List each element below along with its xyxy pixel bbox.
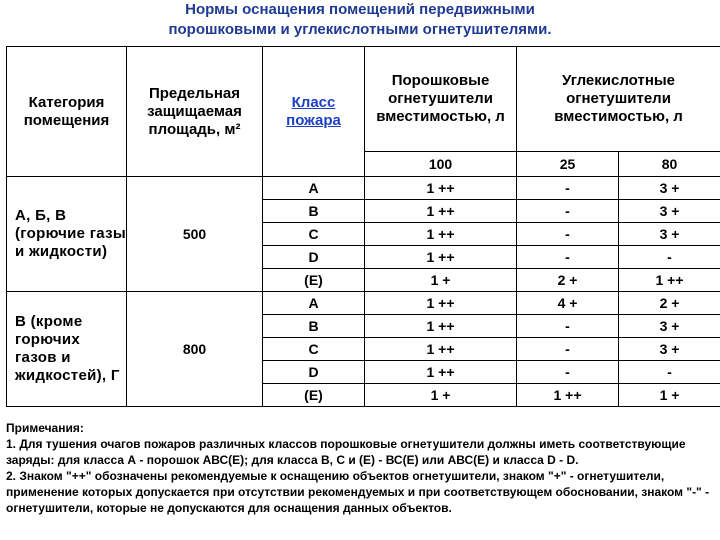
- class-cell: А: [263, 292, 365, 315]
- class-cell: (Е): [263, 384, 365, 407]
- capacity-powder-100: 100: [365, 152, 517, 177]
- co2-25-cell: -: [517, 315, 619, 338]
- class-cell: D: [263, 246, 365, 269]
- class-cell: А: [263, 177, 365, 200]
- co2-80-cell: 3 +: [619, 177, 720, 200]
- co2-25-cell: -: [517, 246, 619, 269]
- powder-100-cell: 1 +: [365, 269, 517, 292]
- header-category: Категория помещения: [7, 47, 127, 177]
- notes-block: [6, 420, 718, 516]
- co2-80-cell: 3 +: [619, 315, 720, 338]
- title-line-2: порошковыми и углекислотными огнетушителями.: [168, 21, 552, 38]
- class-cell: В: [263, 315, 365, 338]
- powder-100-cell: 1 ++: [365, 338, 517, 361]
- powder-100-cell: 1 ++: [365, 177, 517, 200]
- co2-25-cell: -: [517, 338, 619, 361]
- co2-80-cell: -: [619, 246, 720, 269]
- title-line-1: Нормы оснащения помещений передвижными: [185, 1, 535, 18]
- category-cell: А, Б, В (горючие газы и жидкости): [7, 177, 127, 292]
- co2-80-cell: -: [619, 361, 720, 384]
- class-cell: В: [263, 200, 365, 223]
- co2-25-cell: -: [517, 200, 619, 223]
- powder-100-cell: 1 ++: [365, 361, 517, 384]
- co2-80-cell: 3 +: [619, 200, 720, 223]
- header-fire-class[interactable]: [263, 47, 365, 177]
- powder-100-cell: 1 ++: [365, 223, 517, 246]
- class-cell: D: [263, 361, 365, 384]
- co2-80-cell: 3 +: [619, 338, 720, 361]
- capacity-co2-80: 80: [619, 152, 720, 177]
- fire-class-link[interactable]: Класс пожара: [286, 93, 341, 129]
- header-co2: Углекислотные огнетушители вместимостью, л: [517, 47, 720, 152]
- class-cell: С: [263, 223, 365, 246]
- powder-100-cell: 1 +: [365, 384, 517, 407]
- norms-table: [6, 46, 720, 407]
- capacity-co2-25: 25: [517, 152, 619, 177]
- co2-80-cell: 2 +: [619, 292, 720, 315]
- header-area: Предельная защищаемая площадь, м²: [127, 47, 263, 177]
- page-title: [0, 0, 720, 40]
- powder-100-cell: 1 ++: [365, 200, 517, 223]
- co2-25-cell: 2 +: [517, 269, 619, 292]
- class-cell: С: [263, 338, 365, 361]
- co2-80-cell: 1 ++: [619, 269, 720, 292]
- class-cell: (Е): [263, 269, 365, 292]
- note-2: 2. Знаком "++" обозначены рекомендуемые к оснащению объектов огнетушители, знаком "+" - огнетушители, применение которых допускается при отсутствии рекомендуемых и при соответствующем обосновании, знаком "-" - огнетушители, которые не допускаются для оснащения данных объектов.: [6, 469, 710, 515]
- notes-heading: Примечания:: [6, 421, 84, 435]
- co2-25-cell: 4 +: [517, 292, 619, 315]
- table-row: [7, 177, 720, 200]
- note-1: 1. Для тушения очагов пожаров различных классов порошковые огнетушители должны иметь соответствующие заряды: для класса А - порошок АВС(Е); для класса В, С и (Е) - ВС(Е) или АВС(Е) и класса D - D.: [6, 437, 686, 467]
- area-cell: 800: [127, 292, 263, 407]
- co2-25-cell: -: [517, 177, 619, 200]
- header-powder: Порошковые огнетушители вместимостью, л: [365, 47, 517, 152]
- category-cell: В (кроме горючих газов и жидкостей), Г: [7, 292, 127, 407]
- co2-80-cell: 3 +: [619, 223, 720, 246]
- powder-100-cell: 1 ++: [365, 315, 517, 338]
- table-row: [7, 292, 720, 315]
- powder-100-cell: 1 ++: [365, 246, 517, 269]
- co2-25-cell: -: [517, 361, 619, 384]
- co2-80-cell: 1 +: [619, 384, 720, 407]
- area-cell: 500: [127, 177, 263, 292]
- powder-100-cell: 1 ++: [365, 292, 517, 315]
- header-row: [7, 47, 720, 152]
- co2-25-cell: 1 ++: [517, 384, 619, 407]
- co2-25-cell: -: [517, 223, 619, 246]
